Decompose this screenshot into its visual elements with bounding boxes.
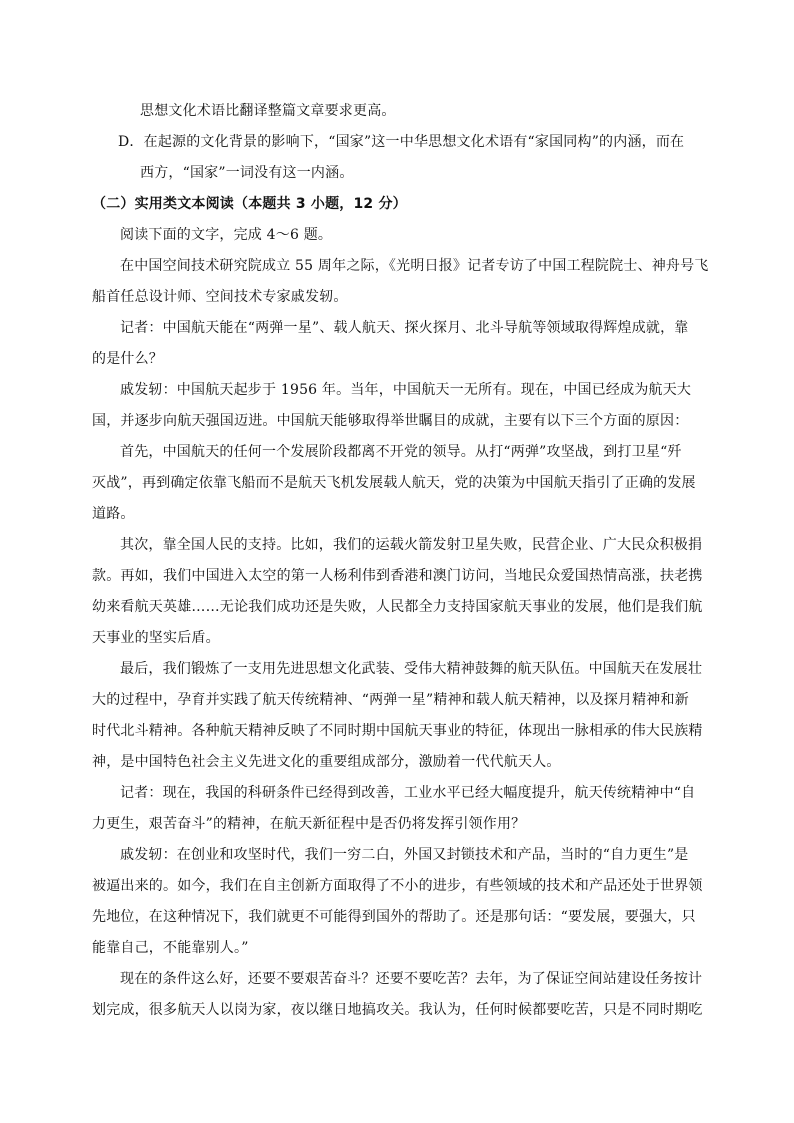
option-c-continuation: 思想文化术语比翻译整篇文章要求更高。 xyxy=(140,103,396,119)
paragraph-line: 记者：现在，我国的科研条件已经得到改善，工业水平已经大幅度提升，航天传统精神中“自 xyxy=(120,785,696,801)
paragraph-line: 大的过程中，孕育并实践了航天传统精神、“两弹一星”精神和载人航天精神，以及探月精神和新 xyxy=(92,692,689,708)
paragraph-line: 先地位，在这种情况下，我们就更不可能得到国外的帮助了。还是那句话：“要发展，要强大，只 xyxy=(92,909,696,925)
option-d: D．在起源的文化背景的影响下，“国家”这一中华思想文化术语有“家国同构”的内涵，而在 xyxy=(118,134,685,150)
paragraph-line: 道路。 xyxy=(92,506,135,522)
paragraph-line: 戚发轫：在创业和攻坚时代，我们一穷二白，外国又封锁技术和产品，当时的“自力更生”是 xyxy=(120,847,689,863)
paragraph-line: 幼来看航天英雄……无论我们成功还是失败，人民都全力支持国家航天事业的发展，他们是我们航 xyxy=(92,599,703,615)
paragraph-line: 船首任总设计师、空间技术专家戚发轫。 xyxy=(92,289,348,305)
paragraph-line: 国，并逐步向航天强国迈进。中国航天能够取得举世瞩目的成就，主要有以下三个方面的原因： xyxy=(92,413,689,429)
paragraph-line: 的是什么？ xyxy=(92,351,163,367)
instruction: 阅读下面的文字，完成 4～6 题。 xyxy=(120,227,333,243)
paragraph-line: 天事业的坚实后盾。 xyxy=(92,630,220,646)
paragraph-line: 现在的条件这么好，还要不要艰苦奋斗？还要不要吃苦？去年，为了保证空间站建设任务按计 xyxy=(120,971,703,987)
paragraph-line: 力更生，艰苦奋斗”的精神，在航天新征程中是否仍将发挥引领作用？ xyxy=(92,816,526,832)
paragraph-line: 灭战”，再到确定依靠飞船而不是航天飞机发展载人航天，党的决策为中国航天指引了正确的发展 xyxy=(92,475,696,491)
section-heading: （二）实用类文本阅读（本题共 3 小题，12 分） xyxy=(92,196,407,212)
paragraph-line: 被逼出来的。如今，我们在自主创新方面取得了不小的进步，有些领域的技术和产品还处于世界领 xyxy=(92,878,703,894)
paragraph-line: 神，是中国特色社会主义先进文化的重要组成部分，激励着一代代航天人。 xyxy=(92,754,561,770)
paragraph-line: 能靠自己，不能靠别人。” xyxy=(92,940,249,956)
paragraph-line: 其次，靠全国人民的支持。比如，我们的运载火箭发射卫星失败，民营企业、广大民众积极捐 xyxy=(120,537,703,553)
paragraph-line: 在中国空间技术研究院成立 55 周年之际，《光明日报》记者专访了中国工程院院士、神舟号飞 xyxy=(120,258,709,274)
paragraph-line: 最后，我们锻炼了一支用先进思想文化武装、受伟大精神鼓舞的航天队伍。中国航天在发展壮 xyxy=(120,661,703,677)
paragraph-line: 时代北斗精神。各种航天精神反映了不同时期中国航天事业的特征，体现出一脉相承的伟大民族精 xyxy=(92,723,703,739)
paragraph-line: 首先，中国航天的任何一个发展阶段都离不开党的领导。从打“两弹”攻坚战，到打卫星“歼 xyxy=(120,444,682,460)
paragraph-line: 划完成，很多航天人以岗为家，夜以继日地搞攻关。我认为，任何时候都要吃苦，只是不同时期吃 xyxy=(92,1002,703,1018)
paragraph-line: 戚发轫：中国航天起步于 1956 年。当年，中国航天一无所有。现在，中国已经成为航天大 xyxy=(120,382,692,398)
option-d-continuation: 西方，“国家”一词没有这一内涵。 xyxy=(140,165,354,181)
paragraph-line: 款。再如，我们中国进入太空的第一人杨利伟到香港和澳门访问，当地民众爱国热情高涨，扶老携 xyxy=(92,568,703,584)
paragraph-line: 记者：中国航天能在“两弹一星”、载人航天、探火探月、北斗导航等领域取得辉煌成就，靠 xyxy=(120,320,689,336)
